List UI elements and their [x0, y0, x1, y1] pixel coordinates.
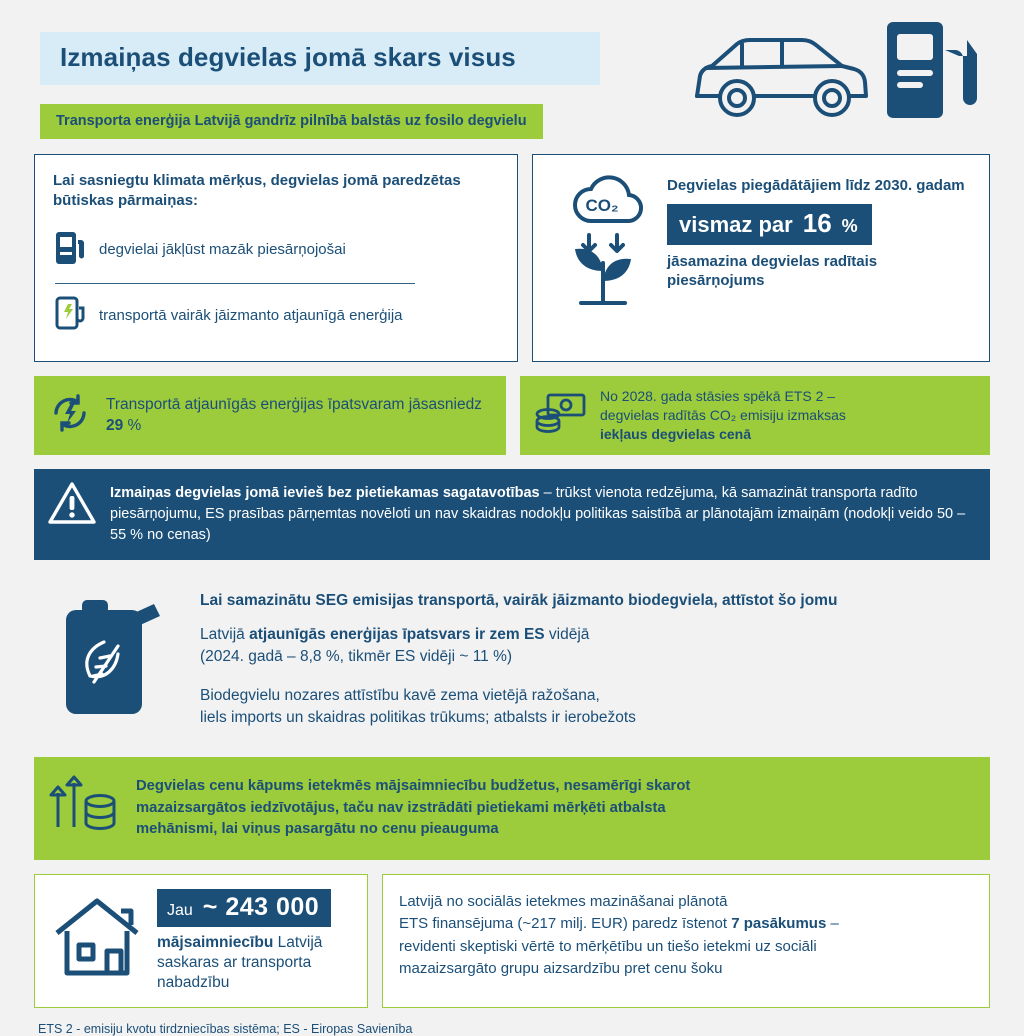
fuel-pump-icon [55, 228, 85, 271]
page-title: Izmaiņas degvielas jomā skars visus [60, 42, 516, 72]
households-badge-value: ~ 243 000 [202, 892, 320, 921]
households-badge [157, 889, 331, 927]
suppliers-badge-value: 16 [802, 207, 832, 238]
row-goals-suppliers [34, 154, 990, 362]
goals-item-1-label: degvielai jākļūst mazāk piesārņojošai [99, 241, 346, 258]
footer-note: ETS 2 - emisiju kvotu tirdzniecības sistēma; ES - Eiropas Savienība [38, 1022, 413, 1036]
warning-triangle-icon [48, 481, 96, 530]
warning-text-bold: Izmaiņas degvielas jomā ievieš bez pietiekamas sagatavotības [110, 484, 540, 501]
biofuel-section [34, 580, 990, 735]
jerrycan-leaf-icon [52, 586, 182, 731]
biofuel-heading: Lai samazinātu SEG emisijas transportā, vairāk jāizmanto biodegviela, attīstot šo jomu [200, 591, 838, 609]
biofuel-p2: (2024. gadā – 8,8 %, tikmēr ES vidēji ~ 11 %) [200, 648, 513, 666]
funding-line-2-a: ETS finansējuma (~217 milj. EUR) paredz īstenot [399, 915, 732, 933]
fuel-prices-line-1: Degvielas cenu kāpums ietekmēs mājsaimniecību budžetus, nesamērīgi skarot [136, 778, 691, 795]
goals-item-2-label: transportā vairāk jāizmanto atjaunīgā enerģija [99, 307, 403, 325]
suppliers-line-1: Degvielas piegādātājiem līdz 2030. gadam [667, 177, 965, 194]
renewable-value: 29 [106, 416, 124, 434]
recycle-bolt-icon [48, 391, 92, 440]
suppliers-badge-prefix: vismaz par [679, 211, 793, 237]
renewable-share-box [34, 376, 506, 455]
fuel-prices-text [136, 776, 690, 840]
suppliers-line-3: jāsamazina degvielas radītais piesārņojums [667, 252, 878, 289]
households-under-text [157, 933, 355, 993]
households-under-rest: Latvijā saskaras ar transporta nabadzību [157, 933, 323, 992]
biofuel-paragraph-3 [200, 685, 837, 730]
households-badge-prefix: Jau [167, 901, 193, 919]
households-box [34, 874, 368, 1008]
biofuel-p3-line-2: liels imports un skaidras politikas trūkums; atbalsts ir ierobežots [200, 709, 636, 727]
fuel-prices-line-2: mazaizsargātos iedzīvotājus, taču nav izstrādāti pietiekami mērķēti atbalsta [136, 799, 666, 816]
row-households-funding [34, 874, 990, 1008]
house-icon [49, 889, 145, 990]
ev-charger-icon [55, 294, 85, 337]
funding-box [382, 874, 990, 1008]
car-and-fuel-pump-illustration [682, 14, 982, 139]
fuel-prices-box [34, 757, 990, 860]
biofuel-p1-b: atjaunīgās enerģijas īpatsvars ir zem ES [249, 625, 545, 643]
page-subtitle-bar [40, 104, 543, 139]
svg-text:CO₂: CO₂ [585, 196, 619, 215]
funding-line-3: revidenti skeptiski vērtē to mērķētību un tiešo ietekmi uz sociāli [399, 937, 817, 955]
ets-box [520, 376, 990, 455]
goals-box [34, 154, 518, 362]
goals-heading: Lai sasniegtu klimata mērķus, degvielas jomā paredzētas būtiskas pārmaiņas: [53, 172, 461, 209]
renewable-share-text [106, 395, 492, 435]
households-under-bold: mājsaimniecību [157, 933, 274, 951]
renewable-unit: % [123, 416, 142, 434]
biofuel-p1-c: vidējā [544, 625, 590, 643]
rising-coins-icon [48, 771, 122, 846]
goals-divider [55, 283, 415, 284]
funding-line-1: Latvijā no sociālās ietekmes mazināšanai plānotā [399, 892, 728, 910]
page-title-bar [40, 32, 600, 85]
biofuel-paragraph-1 [200, 624, 837, 669]
funding-line-4: mazaizsargāto grupu aizsardzību pret cenu šoku [399, 960, 723, 978]
warning-text-rest: – trūkst vienota redzējuma, kā samazināt transporta radīto piesārņojumu, ES prasības pārņemtas novēloti un nav skaidras nodokļu politikas saistībā ar plānotajām izmaiņām (nodokļi veido 50 – 55 % no cenas) [110, 484, 966, 543]
biofuel-p3-line-1: Biodegvielu nozares attīstību kavē zema vietējā ražošana, [200, 686, 600, 704]
ets-line-1: No 2028. gada stāsies spēkā ETS 2 – [600, 388, 836, 405]
header [34, 0, 990, 150]
goals-item-1 [53, 224, 499, 281]
ets-line-3: iekļaus degvielas cenā [600, 425, 751, 442]
suppliers-box [532, 154, 990, 362]
ets-line-2: degvielas radītās CO₂ emisiju izmaksas [600, 407, 846, 424]
funding-line-2-c: – [826, 915, 839, 933]
suppliers-badge-unit: % [841, 215, 858, 236]
funding-line-2 [399, 913, 973, 936]
row-renewable-ets [34, 376, 990, 455]
goals-item-2 [53, 290, 499, 347]
biofuel-text [200, 586, 837, 731]
co2-plant-icon [547, 171, 657, 347]
funding-line-2-b: 7 pasākumus [731, 915, 827, 933]
fuel-prices-line-3: mehānismi, lai viņus pasargātu no cenu pieauguma [136, 821, 499, 838]
suppliers-badge [667, 204, 872, 245]
money-coins-icon [534, 389, 588, 442]
funding-text [399, 891, 973, 981]
ets-text [600, 387, 846, 444]
households-text [157, 889, 355, 993]
renewable-text-before: Transportā atjaunīgās enerģijas īpatsvaram jāsasniedz [106, 396, 482, 414]
page-subtitle: Transporta enerģija Latvijā gandrīz pilnībā balstās uz fosilo degvielu [56, 113, 527, 129]
biofuel-p1-a: Latvijā [200, 625, 250, 643]
warning-text [110, 481, 972, 546]
warning-box [34, 469, 990, 560]
